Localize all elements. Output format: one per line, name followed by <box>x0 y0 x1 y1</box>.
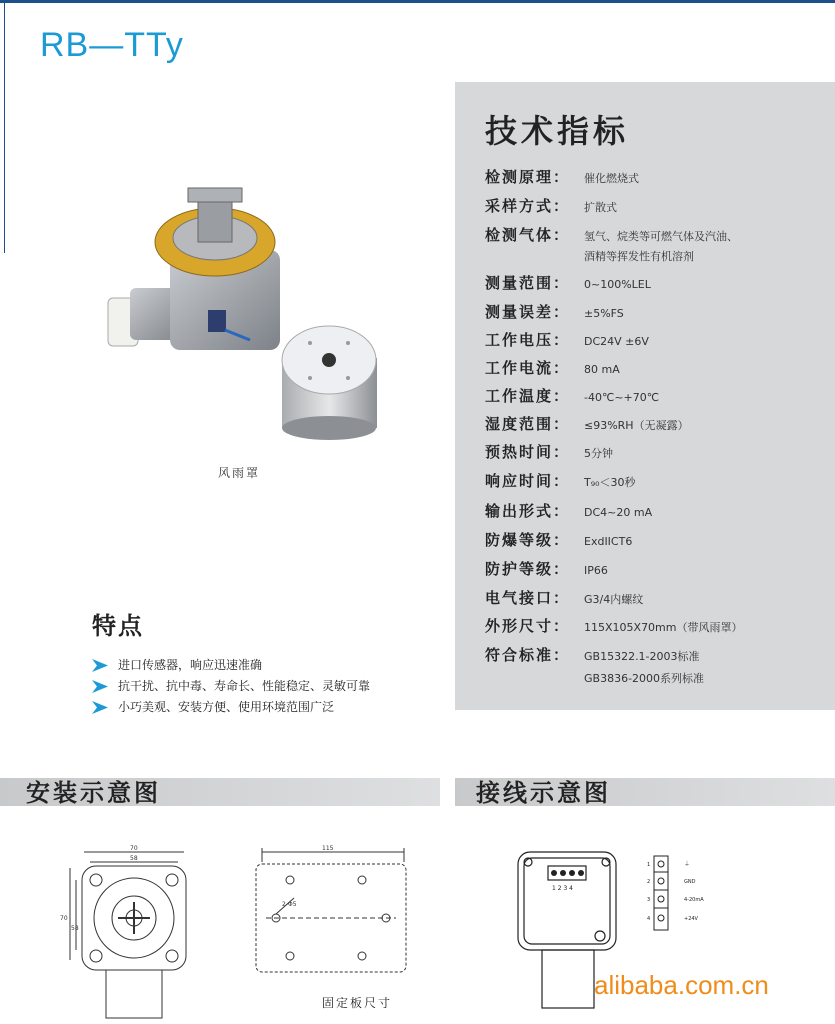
terminal-3-label: 4-20mA <box>684 897 704 903</box>
dim-width-inner: 58 <box>130 855 138 862</box>
arrow-bullet-icon <box>92 680 108 693</box>
install-diagram <box>56 840 206 1020</box>
spec-value: 氢气、烷类等可燃气体及汽油、 <box>584 230 738 243</box>
install-section-title: 安装示意图 <box>26 779 161 807</box>
fixing-plate-diagram <box>246 840 416 990</box>
spec-label: 电气接口： <box>485 589 571 607</box>
spec-label: 响应时间： <box>485 472 571 490</box>
spec-value: 5分钟 <box>584 447 613 460</box>
wiring-section-title: 接线示意图 <box>476 779 611 807</box>
features-list <box>92 655 370 718</box>
spec-value: 80 mA <box>584 363 620 376</box>
feature-text: 小巧美观、安装方便、使用环境范围广泛 <box>118 700 335 714</box>
feature-item <box>92 676 370 697</box>
spec-value: GB15322.1-2003标准 <box>584 650 700 663</box>
terminal-1-label: ⏚ <box>684 861 691 868</box>
feature-item <box>92 697 370 718</box>
dim-width-outer: 70 <box>130 845 138 852</box>
spec-value: IP66 <box>584 564 608 577</box>
spec-label: 防爆等级： <box>485 531 571 549</box>
spec-value: G3/4内螺纹 <box>584 593 644 606</box>
terminal-4-number: 4 <box>647 916 651 922</box>
spec-label: 测量误差： <box>485 303 571 321</box>
tech-spec-panel <box>455 82 835 710</box>
terminal-3-number: 3 <box>647 897 651 903</box>
spec-label: 工作电流： <box>485 359 571 377</box>
rain-cover-image <box>272 318 387 443</box>
spec-value-line2: 酒精等挥发性有机溶剂 <box>584 250 694 263</box>
arrow-bullet-icon <box>92 659 108 672</box>
spec-label: 外形尺寸： <box>485 617 571 635</box>
spec-value: T₉₀＜30秒 <box>584 476 636 489</box>
feature-item <box>92 655 370 676</box>
spec-label: 符合标准： <box>485 646 571 664</box>
watermark: alibaba.com.cn <box>594 970 769 1000</box>
terminal-2-label: GND <box>684 879 696 885</box>
spec-label: 输出形式： <box>485 502 571 520</box>
spec-value: ≤93%RH（无凝露） <box>584 419 689 432</box>
spec-label: 检测气体： <box>485 226 571 244</box>
spec-value: 催化燃烧式 <box>584 172 639 185</box>
spec-label: 预热时间： <box>485 443 571 461</box>
dim-height-outer: 70 <box>60 915 68 922</box>
model-title: RB—TTy <box>40 26 184 64</box>
plate-hole-label: 2-Φ5 <box>282 901 297 908</box>
terminal-4-label: +24V <box>684 916 698 922</box>
terminal-1-number: 1 <box>647 862 651 868</box>
arrow-bullet-icon <box>92 701 108 714</box>
spec-value: -40℃~+70℃ <box>584 391 660 404</box>
features-title: 特点 <box>92 612 144 640</box>
spec-title: 技术指标 <box>485 112 630 150</box>
terminal-2-number: 2 <box>647 879 651 885</box>
left-border <box>4 3 5 253</box>
spec-label: 防护等级： <box>485 560 571 578</box>
spec-value: ExdIICT6 <box>584 535 633 548</box>
spec-value: 扩散式 <box>584 201 617 214</box>
plate-dim-width: 115 <box>322 845 334 852</box>
feature-text: 进口传感器，响应迅速准确 <box>118 658 263 672</box>
top-border <box>0 0 835 3</box>
spec-label: 测量范围： <box>485 274 571 292</box>
gas-detector-image <box>100 180 290 360</box>
plate-caption: 固定板尺寸 <box>322 996 393 1010</box>
spec-label: 检测原理： <box>485 168 571 186</box>
spec-value: 0~100%LEL <box>584 278 651 291</box>
feature-text: 抗干扰、抗中毒、寿命长、性能稳定、灵敏可靠 <box>118 679 371 693</box>
spec-value: 115X105X70mm（带风雨罩） <box>584 621 743 634</box>
dim-height-inner: 58 <box>71 925 79 932</box>
terminal-numbers: 1 2 3 4 <box>552 885 573 892</box>
spec-label: 采样方式： <box>485 197 571 215</box>
rain-cover-caption: 风雨罩 <box>218 466 261 480</box>
spec-label: 湿度范围： <box>485 415 571 433</box>
spec-value-line2: GB3836-2000系列标准 <box>584 672 705 685</box>
spec-value: ±5%FS <box>584 307 624 320</box>
spec-value: DC4~20 mA <box>584 506 653 519</box>
spec-label: 工作电压： <box>485 331 571 349</box>
spec-label: 工作温度： <box>485 387 571 405</box>
spec-value: DC24V ±6V <box>584 335 649 348</box>
